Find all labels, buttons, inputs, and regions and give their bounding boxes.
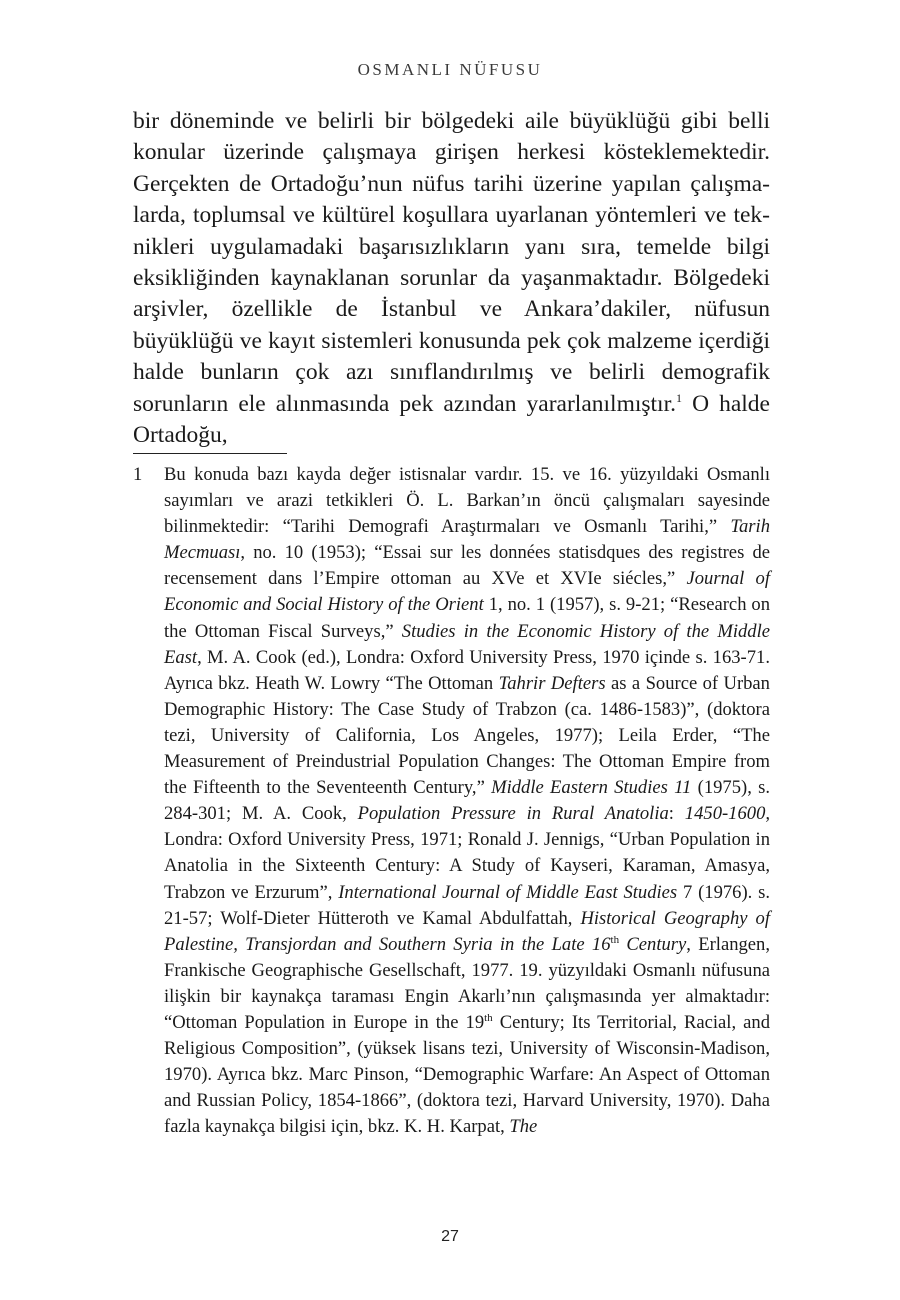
footnote-title: International Journal of Middle East Studies: [338, 881, 678, 903]
footnote-title: Population Pressure in Rural Anatolia: [357, 803, 669, 825]
body-text: bir döneminde ve belirli bir bölgedeki aile büyüklüğü gibi belli konular üzerinde çalışmaya girişen herkesi kösteklemektedir. Gerçekten de Ortadoğu’nun nüfus tarihi üzerine yapılan çalışmalarda, toplumsal ve kültürel koşullara uyarlanan yöntemleri ve teknikleri uygulamadaki başarısızlıkların yanı sıra, temelde bilgi eksikliğinden kaynaklanan sorunlar da yaşanmaktadır. Bölgedeki arşivler, özellikle de İstanbul ve Ankara’dakiler, nüfusun büyüklüğü ve kayıt sistemleri konusunda pek çok malzeme içerdiği halde bunların çok azı sınıflandırılmış ve belirli demografik sorunların ele alınmasında pek azından yararlanılmıştır.: [133, 108, 770, 417]
footnote-title: Journal of Economic and Social History of the Orient: [164, 568, 770, 616]
footnote-segment: :: [668, 803, 685, 825]
footnote-segment: , no. 10 (1953); “Essai sur les données statisdques des registres de recensement dans l’Empire ottoman au XVe et XVIe siécles,”: [164, 542, 770, 590]
body-text-continued: O halde Ortadoğu,: [133, 390, 770, 449]
page-number: 27: [441, 1228, 459, 1245]
footnote-text: [164, 462, 770, 1140]
footnote-segment: Century; Its Territorial, Racial, and Religious Composition”, (yüksek lisans tezi, University of Wisconsin-Madison, 1970). Ayrıca bkz. Marc Pinson, “Demographic Warfare: An Aspect of Ottoman and Russian Policy, 1854-1866”, (doktora tezi, Harvard University, 1970). Daha fazla kaynakça bilgisi için, bkz. K. H. Karpat,: [164, 1011, 770, 1138]
footnote-title: Middle Eastern Studies 11: [491, 777, 692, 799]
footnote-title: 1450-1600,: [684, 803, 771, 825]
footnote-title: Tarih Mecmuası: [164, 516, 770, 564]
footnote-separator: [133, 453, 287, 454]
footnote-segment: , M. A. Cook (ed.), Londra: Oxford University Press, 1970 içinde s. 163-71. Ayrıca bkz. Heath W. Lowry “The Ottoman: [164, 646, 770, 694]
footnote-title: Studies in the Economic History of the Middle East: [164, 620, 771, 668]
footnote-segment: Londra: Oxford University Press, 1971; Ronald J. Jennigs, “Urban Population in Anatolia in the Sixteenth Century: A Study of Kayseri, Karaman, Amasya, Trabzon ve Erzurum”,: [164, 829, 770, 903]
footnote-superscript: th: [484, 1011, 493, 1024]
footnote-title: Tahrir Defters: [498, 672, 606, 694]
footnote-segment: 7 (1976). s. 21-57; Wolf-Dieter Hütteroth ve Kamal Abdulfattah,: [164, 881, 770, 929]
footnote-reference: 1: [676, 390, 682, 405]
footnote-title: Century: [619, 933, 687, 955]
footnote-title: Historical Geography of Palestine, Transjordan and Southern Syria in the Late 16: [164, 907, 770, 955]
footnote: [133, 462, 770, 1140]
body-paragraph: [133, 106, 770, 451]
running-head: OSMANLI NÜFUSU: [357, 60, 543, 79]
footnote-segment: 1, no. 1 (1957), s. 9-21; “Research on the Ottoman Fiscal Surveys,”: [164, 594, 771, 642]
footnote-superscript: th: [610, 933, 620, 946]
footnote-segment: , Erlangen, Frankische Geographische Gesellschaft, 1977. 19. yüzyıldaki Osmanlı nüfusuna ilişkin bir kaynakça taraması Engin Akarlı’nın çalışmasında yer almaktadır: “Ottoman Population in Europe in the 19: [164, 933, 770, 1033]
footnote-segment: Bu konuda bazı kayda değer istisnalar vardır. 15. ve 16. yüzyıldaki Osmanlı sayımları ve arazi tetkikleri Ö. L. Barkan’ın öncü çalışmaları sayesinde bilinmektedir: “Tarihi Demografi Araştırmaları ve Osmanlı Tarihi,”: [164, 464, 770, 538]
footnote-title: The: [509, 1116, 538, 1138]
footnote-segment: (1975), s. 284-301; M. A. Cook,: [164, 777, 770, 825]
footnote-segment: as a Source of Urban Demographic History: The Case Study of Trabzon (ca. 1486-1583)”, (doktora tezi, University of California, Los Angeles, 1977); Leila Erder, “The Measurement of Preindustrial Population Changes: The Ottoman Empire from the Fifteenth to the Seventeenth Century,”: [164, 672, 770, 799]
footnote-number: 1: [133, 464, 143, 485]
